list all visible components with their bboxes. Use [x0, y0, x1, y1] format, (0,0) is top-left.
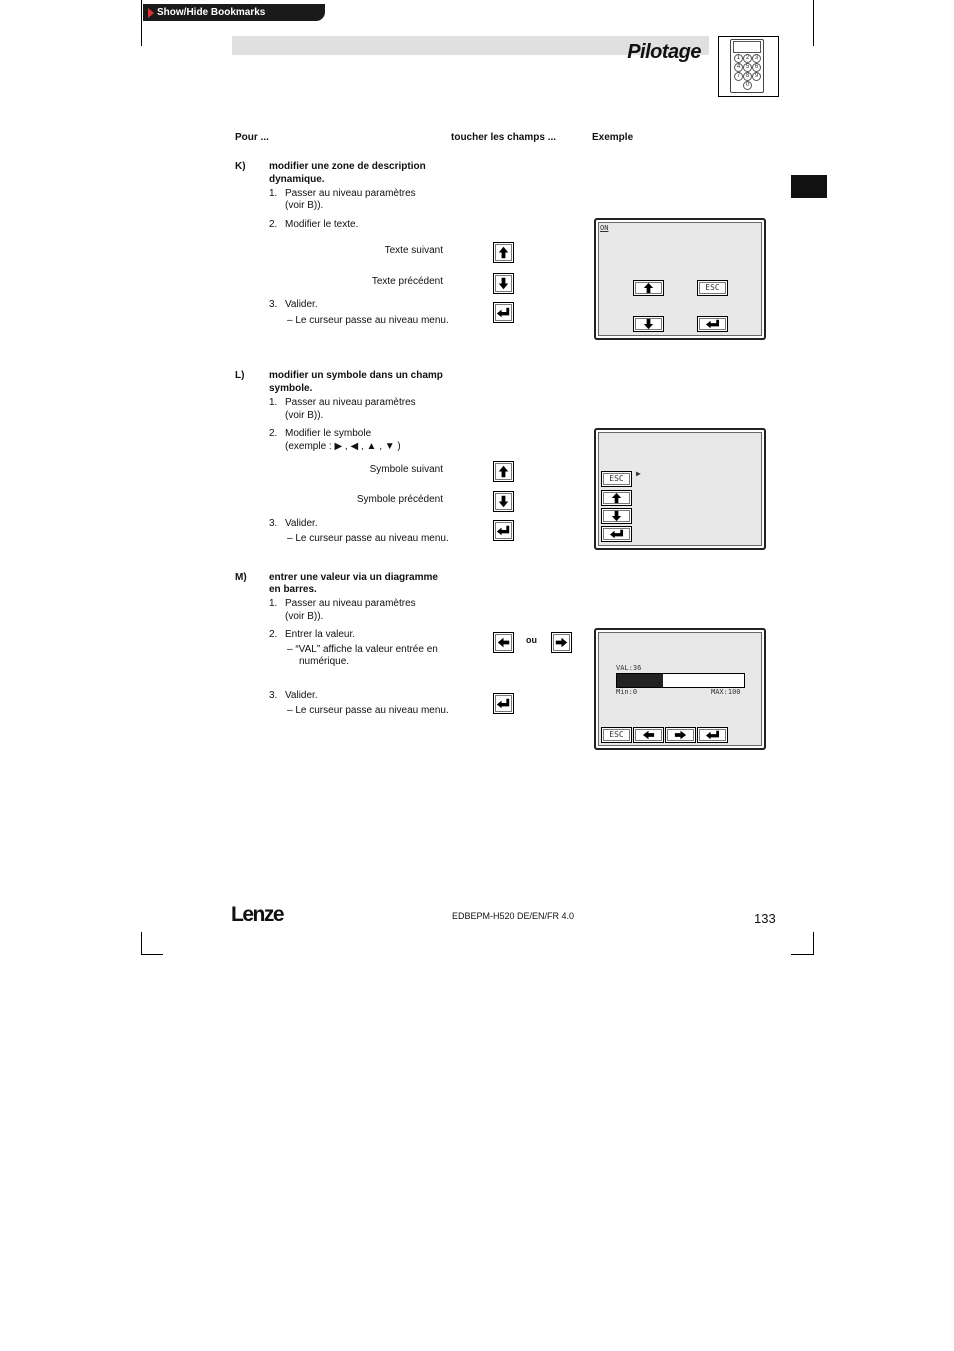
keypad-key: 8 [743, 72, 752, 81]
step-text: (voir B)). [285, 611, 324, 622]
step-number: 3. [269, 518, 278, 529]
previous-text-label: Texte précédent [371, 276, 443, 287]
keypad-key: 7 [734, 72, 743, 81]
enter-icon [494, 303, 513, 322]
screen-enter-button[interactable] [697, 316, 728, 332]
arrow-right-icon [666, 728, 695, 742]
section-l-title: modifier un symbole dans un champ [269, 370, 443, 381]
document-code: EDBEPM-H520 DE/EN/FR 4.0 [452, 911, 575, 921]
description-field-text: ON [600, 224, 609, 232]
step-number: 1. [269, 598, 278, 609]
screen-display [598, 222, 762, 336]
keypad-key: 3 [752, 54, 761, 63]
section-k-letter: K) [235, 161, 246, 172]
arrow-down-icon [634, 317, 663, 331]
keypad-key: 2 [743, 54, 752, 63]
arrow-up-icon [494, 243, 513, 262]
column-header-exemple: Exemple [592, 132, 634, 143]
screen-esc-button[interactable]: ESC [601, 727, 632, 743]
arrow-down-button[interactable] [493, 491, 514, 512]
chapter-tab-marker [791, 175, 827, 198]
arrow-right-button[interactable] [551, 632, 572, 653]
step-text: Valider. [285, 299, 318, 310]
keypad-key: 5 [743, 63, 752, 72]
screen-down-button[interactable] [633, 316, 664, 332]
step-text: Passer au niveau paramètres [285, 598, 416, 609]
step-text: Passer au niveau paramètres [285, 397, 416, 408]
step-number: 1. [269, 397, 278, 408]
screen-up-button[interactable] [601, 490, 632, 506]
arrow-up-icon [634, 281, 663, 295]
arrow-left-button[interactable] [493, 632, 514, 653]
screen-esc-button[interactable]: ESC [697, 280, 728, 296]
enter-icon [602, 527, 631, 541]
step-note: – Le curseur passe au niveau menu. [287, 315, 449, 326]
lenze-logo: Lenze [231, 903, 284, 926]
arrow-left-icon [494, 633, 513, 652]
step-number: 2. [269, 428, 278, 439]
step-number: 1. [269, 188, 278, 199]
value-readout: VAL:36 [616, 664, 642, 672]
page-title: Pilotage [627, 41, 701, 63]
arrow-down-icon [602, 509, 631, 523]
keypad-screen [733, 41, 761, 53]
arrow-up-icon [494, 462, 513, 481]
bar-graph-fill [617, 674, 663, 687]
step-number: 3. [269, 299, 278, 310]
enter-icon [698, 728, 727, 742]
step-note: – “VAL” affiche la valeur entrée en [287, 644, 438, 655]
screen-down-button[interactable] [601, 508, 632, 524]
step-note: – Le curseur passe au niveau menu. [287, 705, 449, 716]
arrow-up-button[interactable] [493, 242, 514, 263]
step-text: (voir B)). [285, 410, 324, 421]
keypad-key: 9 [752, 72, 761, 81]
section-m-title: entrer une valeur via un diagramme [269, 572, 438, 583]
section-m-title: en barres. [269, 584, 317, 595]
step-note: – Le curseur passe au niveau menu. [287, 533, 449, 544]
crop-mark [141, 954, 163, 955]
column-header-toucher: toucher les champs ... [451, 132, 557, 143]
enter-button[interactable] [493, 693, 514, 714]
crop-mark [791, 954, 814, 955]
section-k-title: modifier une zone de description [269, 161, 426, 172]
enter-icon [494, 521, 513, 540]
symbol-field: ▶ [636, 469, 641, 478]
screen-enter-button[interactable] [601, 526, 632, 542]
symbol-examples: (exemple : ▶ , ◀ , ▲ , ▼ ) [285, 441, 401, 452]
step-text: Modifier le texte. [285, 219, 359, 230]
step-note: numérique. [299, 656, 350, 667]
triangle-right-icon [148, 8, 154, 18]
next-symbol-label: Symbole suivant [369, 464, 443, 475]
arrow-up-button[interactable] [493, 461, 514, 482]
step-text: Entrer la valeur. [285, 629, 356, 640]
section-k-title: dynamique. [269, 174, 325, 185]
arrow-up-icon [602, 491, 631, 505]
arrow-down-icon [494, 274, 513, 293]
section-l-title: symbole. [269, 383, 313, 394]
step-text: Passer au niveau paramètres [285, 188, 416, 199]
bookmark-tab-label: Show/Hide Bookmarks [157, 7, 266, 18]
arrow-right-icon [552, 633, 571, 652]
or-label: ou [526, 635, 537, 645]
screen-esc-button[interactable]: ESC [601, 471, 632, 487]
enter-button[interactable] [493, 302, 514, 323]
column-header-pour: Pour ... [235, 132, 269, 143]
keypad-key: 4 [734, 63, 743, 72]
step-text: Valider. [285, 690, 318, 701]
screen-up-button[interactable] [633, 280, 664, 296]
arrow-left-icon [634, 728, 663, 742]
screen-right-button[interactable] [665, 727, 696, 743]
page-number: 133 [754, 911, 776, 926]
crop-mark [813, 0, 814, 46]
keypad-key: 0 [743, 81, 752, 90]
crop-mark [141, 932, 142, 954]
step-text: Valider. [285, 518, 318, 529]
arrow-down-icon [494, 492, 513, 511]
previous-symbol-label: Symbole précédent [356, 494, 443, 505]
screen-left-button[interactable] [633, 727, 664, 743]
enter-button[interactable] [493, 520, 514, 541]
step-number: 2. [269, 629, 278, 640]
keypad-key: 6 [752, 63, 761, 72]
arrow-down-button[interactable] [493, 273, 514, 294]
max-label: MAX:100 [711, 688, 741, 696]
section-m-letter: M) [235, 572, 247, 583]
screen-enter-button[interactable] [697, 727, 728, 743]
step-text: (voir B)). [285, 200, 324, 211]
step-text: Modifier le symbole [285, 428, 372, 439]
section-l-letter: L) [235, 370, 245, 381]
enter-icon [698, 317, 727, 331]
show-hide-bookmarks-button[interactable] [143, 4, 325, 21]
crop-mark [813, 932, 814, 954]
step-number: 2. [269, 219, 278, 230]
enter-icon [494, 694, 513, 713]
next-text-label: Texte suivant [384, 245, 443, 256]
crop-mark [141, 0, 142, 46]
step-number: 3. [269, 690, 278, 701]
min-label: Min:0 [616, 688, 638, 696]
keypad-key: 1 [734, 54, 743, 63]
